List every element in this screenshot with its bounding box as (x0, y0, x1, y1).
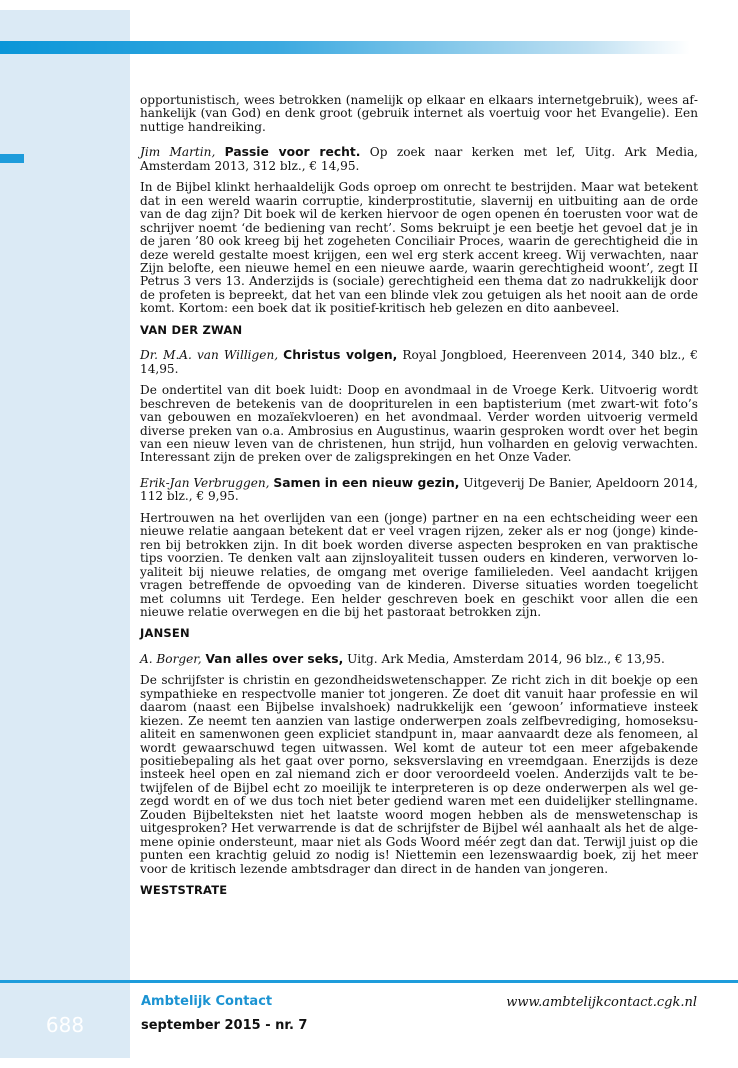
review-title: Passie voor recht. (224, 145, 361, 160)
review-author: Erik-Jan Verbruggen, (140, 475, 270, 490)
footer-divider (0, 980, 738, 983)
review-details: Royal Jongbloed, Heerenveen 2014, 340 blz., € 14,95. (140, 348, 698, 376)
side-marker (0, 154, 24, 163)
review-signature: VAN DER ZWAN (140, 322, 243, 337)
magazine-title: Ambtelijk Contact (141, 994, 273, 1009)
review-body: De ondertitel van dit boek luidt: Doop en avondmaal in de Vroege Kerk. Uitvoerig wordt beschreven de betekenis van de doopriturelen in een baptisterium (met zwart-wit foto’s van gebouwen en mozaïekvloeren) en het avondmaal. Verder worden uitvoerig vermeld diverse preken van o.a. Ambrosius en Augustinus, waarin gesproken wordt over het begin van een nieuw leven van de christenen, hun strijd, hun volharden en gelovig verwachten. Interessant zijn de preken over de zaligsprekingen en het Onze Vader. (140, 383, 698, 465)
review-title: Samen in een nieuw gezin, (273, 475, 460, 490)
page-number: 688 (45, 1013, 85, 1037)
review-signature: JANSEN (140, 626, 190, 641)
review-details: Uitgeverij De Banier, Apeldoorn 2014, 112 blz., € 9,95. (140, 475, 698, 504)
review-citation (140, 653, 698, 666)
review-citation (140, 146, 698, 173)
review-body: In de Bijbel klinkt herhaaldelijk Gods oproep om onrecht te bestrijden. Maar wat betekent dat in een wereld waarin corruptie, kinderprostitutie, slavernij en uitbuiting aan de orde van de dag zijn? Dit boek wil de kerken hiervoor de ogen openen én toerusten voor wat de schrijver noemt ‘de bediening van recht’. Soms bekruipt je een beetje het gevoel dat je in de jaren ’80 ook kreeg bij het zogeheten Conciliair Proces, waarin de gerechtigheid die in deze wereld gestalte moest krijgen, een wel erg sterk accent kreeg. Wij verwachten, naar Zijn belofte, een nieuwe hemel en een nieuwe aarde, waarin gerechtigheid woont’, zegt II Petrus 3 vers 13. Anderzijds is (sociale) gerechtigheid een thema dat zo nadrukkelijk door de profeten is bepreekt, dat het van een blinde vlek zou getuigen als het nooit aan de orde komt. Kortom: een boek dat ik positief-kritisch heb gelezen en dito aanbeveel. (140, 180, 698, 316)
left-sidebar (0, 10, 130, 1058)
intro-paragraph: opportunistisch, wees betrokken (namelijk op elkaar en elkaars internetgebruik), wees afhankelijk (van God) en denk groot (gebruik internet als voertuig voor het Evangelie). Een nuttige handreiking. (140, 93, 698, 134)
review-body: De schrijfster is christin en gezondheidswetenschapper. Ze richt zich in dit boekje op een sympathieke en respectvolle manier tot jongeren. Ze doet dit vanuit haar professie en wil daarom (naast een Bijbelse invalshoek) nadrukkelijk een ‘gewoon’ informatieve insteek kiezen. Ze neemt ten aanzien van lastige onderwerpen zoals zelfbevrediging, homoseksualiteit en samenwonen geen expliciet standpunt in, maar aanvaardt deze als fenomeen, al wordt gewaarschuwd tegen uitwassen. Wel komt de auteur tot een meer afgebakende positiebepaling als het gaat over porno, seksverslaving en vreemdgaan. Enerzijds is deze insteek heel open en zal niemand zich er door veroordeeld voelen. Anderzijds valt te betwijfelen of de Bijbel echt zo moeilijk te interpreteren is op deze onderwerpen als wel gezegd wordt en of we dus toch niet beter gediend waren met een duidelijker stellingname. Zouden Bijbelteksten niet het laatste woord mogen hebben als de menswetenschap is uitgesproken? Het verwarrende is dat de schrijfster de Bijbel wél aanhaalt als het de algemene opinie ondersteunt, maar niet als Gods Woord méér zegt dan dat. Terwijl juist op die punten een krachtig geluid zo nodig is! Niettemin een lezenswaardig boek, zij het meer voor de kritisch lezende ambtsdrager dan direct in de handen van jongeren. (140, 673, 698, 876)
issue-info: september 2015 - nr. 7 (141, 1018, 308, 1033)
review-citation (140, 349, 698, 376)
review-author: Jim Martin, (140, 145, 216, 160)
review-author: A. Borger, (140, 651, 202, 666)
review-author: Dr. M.A. van Willigen, (140, 348, 279, 363)
review-details: Op zoek naar kerken met lef, Uitg. Ark Media, Amsterdam 2013, 312 blz., € 14,95. (140, 145, 698, 173)
review-body: Hertrouwen na het overlijden van een (jonge) partner en na een echtscheiding weer een nieuwe relatie aangaan betekent dat er veel vragen rijzen, zeker als er nog (jonge) kinderen bij betrokken zijn. In dit boek worden diverse aspecten besproken en van praktische tips voorzien. Te denken valt aan zijnsloyaliteit tussen ouders en kinderen, verworven loyaliteit bij nieuwe relaties, de omgang met overige familieleden. Veel aandacht krijgen vragen betreffende de opvoeding van de kinderen. Diverse situaties worden toegelicht met columns uit Terdege. Een helder geschreven boek en geschikt voor allen die een nieuwe relatie overwegen en die bij het pastoraat betrokken zijn. (140, 510, 698, 619)
article-content (140, 94, 698, 898)
website-link[interactable]: www.ambtelijkcontact.cgk.nl (506, 995, 697, 1010)
review-signature: WESTSTRATE (140, 883, 228, 898)
review-details: Uitg. Ark Media, Amsterdam 2014, 96 blz., € 13,95. (343, 651, 665, 666)
review-title: Van alles over seks, (205, 651, 344, 666)
review-title: Christus volgen, (283, 348, 398, 363)
top-accent-bar (0, 41, 690, 54)
review-citation (140, 477, 698, 504)
